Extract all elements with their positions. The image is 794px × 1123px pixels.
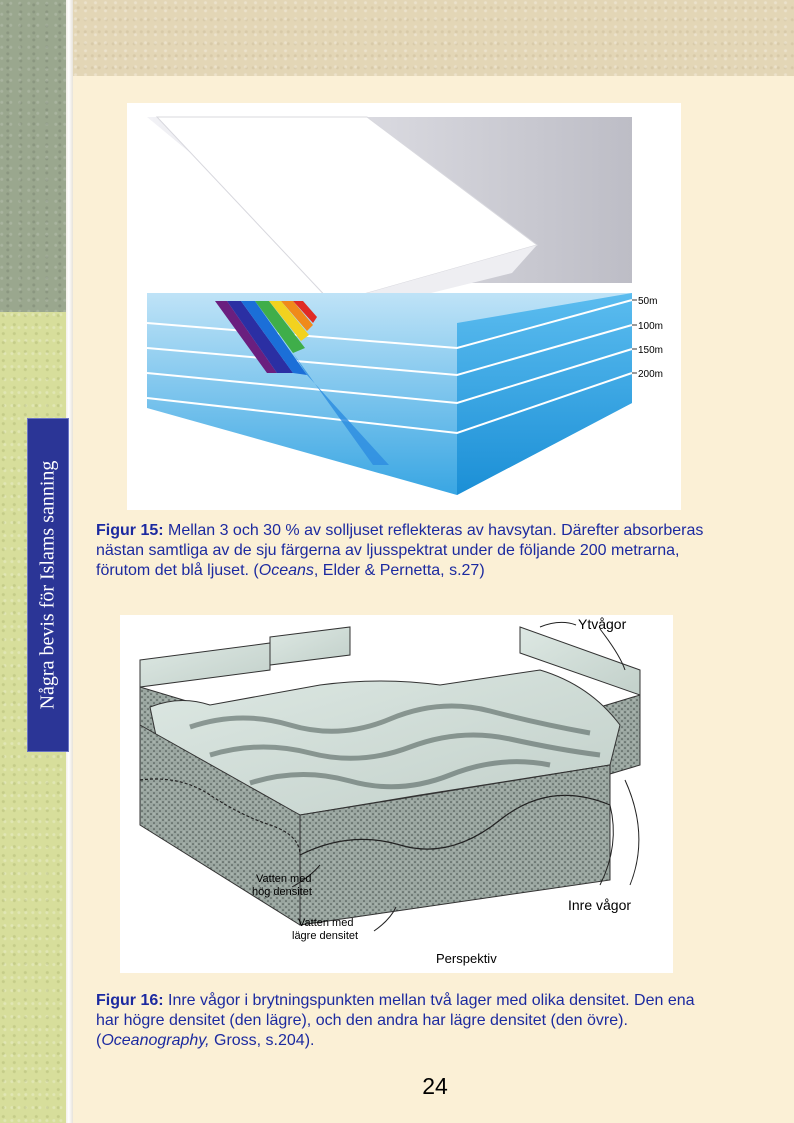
depth-label-100m: 100m bbox=[638, 321, 664, 332]
figure-15-caption-source: Oceans bbox=[258, 562, 314, 579]
figure-16-caption-source: Oceanography, bbox=[101, 1032, 210, 1049]
figure-16-caption bbox=[96, 991, 716, 1051]
label-light-water-line2: lägre densitet bbox=[292, 930, 359, 942]
figure-15-illustration bbox=[127, 103, 681, 510]
label-dense-water-line2: hög densitet bbox=[252, 886, 312, 898]
depth-label-200m: 200m bbox=[638, 369, 664, 380]
book-title-tab bbox=[27, 418, 69, 752]
figure-15-caption-label: Figur 15: bbox=[96, 522, 164, 539]
depth-label-150m: 150m bbox=[638, 345, 664, 356]
label-light-water-line1: Vatten med bbox=[298, 917, 354, 929]
figure-16-illustration bbox=[120, 615, 673, 973]
figure-15-caption-text: Mellan 3 och 30 % av solljuset reflekteras av havsytan. Därefter absorberas nästan samtliga av de sju färgerna av ljusspektrat under de följande 200 metrarna, förutom det blå ljuset. ( bbox=[96, 522, 704, 579]
figure-16-caption-tail: Gross, s.204). bbox=[209, 1032, 315, 1049]
label-perspective: Perspektiv bbox=[436, 951, 497, 966]
depth-label-50m: 50m bbox=[638, 296, 658, 307]
page-number: 24 bbox=[422, 1073, 448, 1099]
header-band bbox=[73, 0, 794, 76]
figure-15-caption bbox=[96, 521, 716, 581]
sidebar-texture-top bbox=[0, 0, 66, 312]
label-dense-water-line1: Vatten med bbox=[256, 873, 312, 885]
figure-16-caption-label: Figur 16: bbox=[96, 992, 164, 1009]
book-title-text: Några bevis för Islams sanning bbox=[36, 460, 59, 710]
label-internal-waves: Inre vågor bbox=[568, 897, 632, 913]
figure-16-caption-text: Inre vågor i brytningspunkten mellan två lager med olika densitet. Den ena har högre densitet (den lägre), och den andra har lägre densitet (den övre). ( bbox=[96, 992, 695, 1049]
figure-15-caption-tail: , Elder & Pernetta, s.27) bbox=[313, 562, 485, 579]
label-surface-waves: Ytvågor bbox=[578, 616, 627, 632]
